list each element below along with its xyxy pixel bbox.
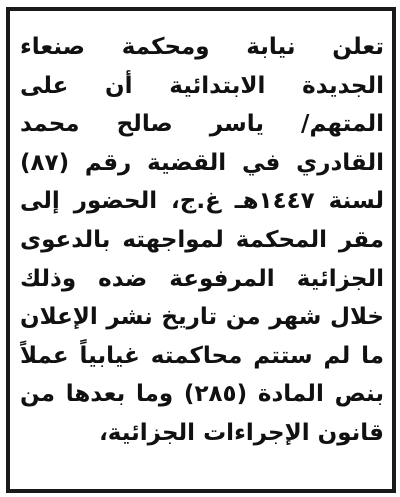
notice-line: ما لم ستتم محاكمته غيابياً عملاً <box>20 342 384 369</box>
notice-line: الجديدة الابتدائية أن على <box>20 72 384 99</box>
notice-line: خلال شهر من تاريخ نشر الإعلان <box>20 304 384 331</box>
notice-line: الجزائية المرفوعة ضده وذلك <box>20 265 384 292</box>
notice-line: مقر المحكمة لمواجهته بالدعوى <box>20 226 384 253</box>
notice-line: بنص المادة (٢٨٥) وما بعدها من <box>20 381 384 408</box>
notice-line: المتهم/ ياسر صالح محمد <box>20 111 384 138</box>
notice-line: القادري في القضية رقم (٨٧) <box>20 149 384 176</box>
notice-body <box>20 28 384 453</box>
notice-line: لسنة ١٤٤٧هـ غ.ج، الحضور إلى <box>20 188 384 215</box>
notice-line: قانون الإجراءات الجزائية، <box>99 419 384 446</box>
notice-line: تعلن نيابة ومحكمة صنعاء <box>20 34 384 60</box>
notice-frame <box>6 7 396 493</box>
